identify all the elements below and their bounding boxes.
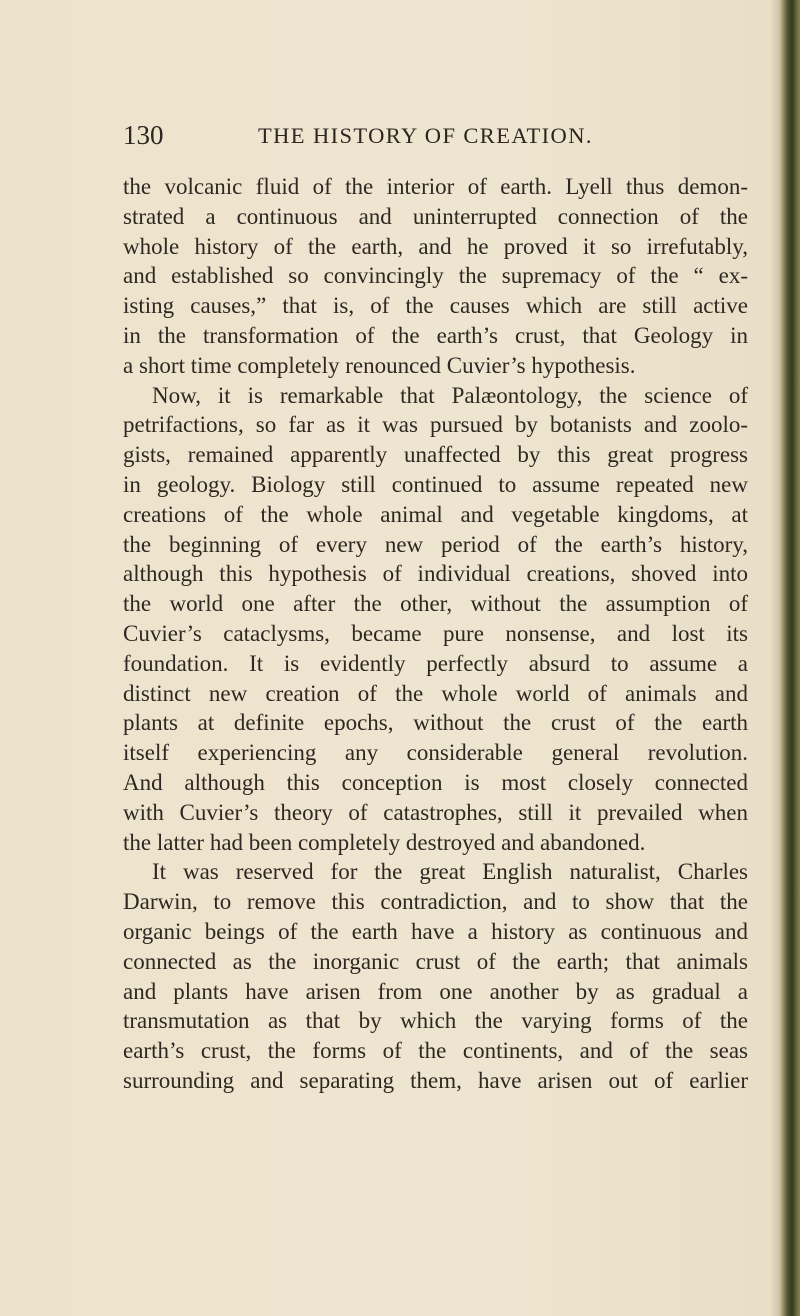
text-line: foundation. It is evidently perfectly absurd to assume a [123, 650, 748, 676]
text-line: a short time completely renounced Cuvier’s hypothesis. [123, 352, 636, 378]
page-number: 130 [123, 120, 164, 150]
text-line: It was reserved for the great English naturalist, Charles [152, 859, 748, 885]
text-line: creations of the whole animal and vegetable kingdoms, at [123, 501, 748, 527]
text-line: organic beings of the earth have a history as continuous and [123, 918, 748, 944]
book-edge [780, 0, 800, 1316]
text-line: And although this conception is most closely connected [123, 769, 748, 795]
text-line: surrounding and separating them, have arisen out of earlier [123, 1067, 748, 1093]
text-line: strated a continuous and uninterrupted connection of the [123, 203, 748, 229]
text-line: isting causes,” that is, of the causes which are still active [123, 293, 748, 319]
text-line: transmutation as that by which the varying forms of the [123, 1008, 748, 1034]
body-text [123, 172, 748, 1096]
text-line: the latter had been completely destroyed and abandoned. [123, 829, 646, 855]
text-line: the world one after the other, without the assumption of [123, 591, 748, 617]
text-line: Darwin, to remove this contradiction, and to show that the [123, 889, 748, 915]
text-line: connected as the inorganic crust of the earth; that animals [123, 948, 748, 974]
text-line: although this hypothesis of individual creations, shoved into [123, 561, 748, 587]
page-gutter-shadow [770, 0, 780, 1316]
text-line: gists, remained apparently unaffected by this great progress [123, 442, 748, 468]
text-line: the beginning of every new period of the earth’s history, [123, 531, 748, 557]
text-line: whole history of the earth, and he proved it so irrefutably, [123, 233, 748, 259]
text-line: the volcanic fluid of the interior of earth. Lyell thus demon- [123, 174, 748, 199]
text-line: and plants have arisen from one another by as gradual a [123, 978, 748, 1004]
text-line: earth’s crust, the forms of the continents, and of the seas [123, 1038, 748, 1064]
text-line: in the transformation of the earth’s crust, that Geology in [123, 322, 748, 348]
text-line: plants at definite epochs, without the crust of the earth [123, 710, 748, 736]
page-header [123, 120, 748, 154]
text-line: and established so convincingly the supremacy of the “ ex- [123, 263, 748, 289]
text-line: with Cuvier’s theory of catastrophes, still it prevailed when [123, 799, 748, 825]
text-line: petrifactions, so far as it was pursued by botanists and zoolo- [123, 412, 748, 438]
text-line: in geology. Biology still continued to assume repeated new [123, 471, 748, 497]
running-title: THE HISTORY OF CREATION. [258, 123, 593, 148]
text-line: distinct new creation of the whole world of animals and [123, 680, 748, 706]
text-line: Cuvier’s cataclysms, became pure nonsense, and lost its [123, 620, 748, 646]
text-line: Now, it is remarkable that Palæontology, the science of [152, 382, 748, 408]
text-line: itself experiencing any considerable general revolution. [123, 740, 748, 766]
